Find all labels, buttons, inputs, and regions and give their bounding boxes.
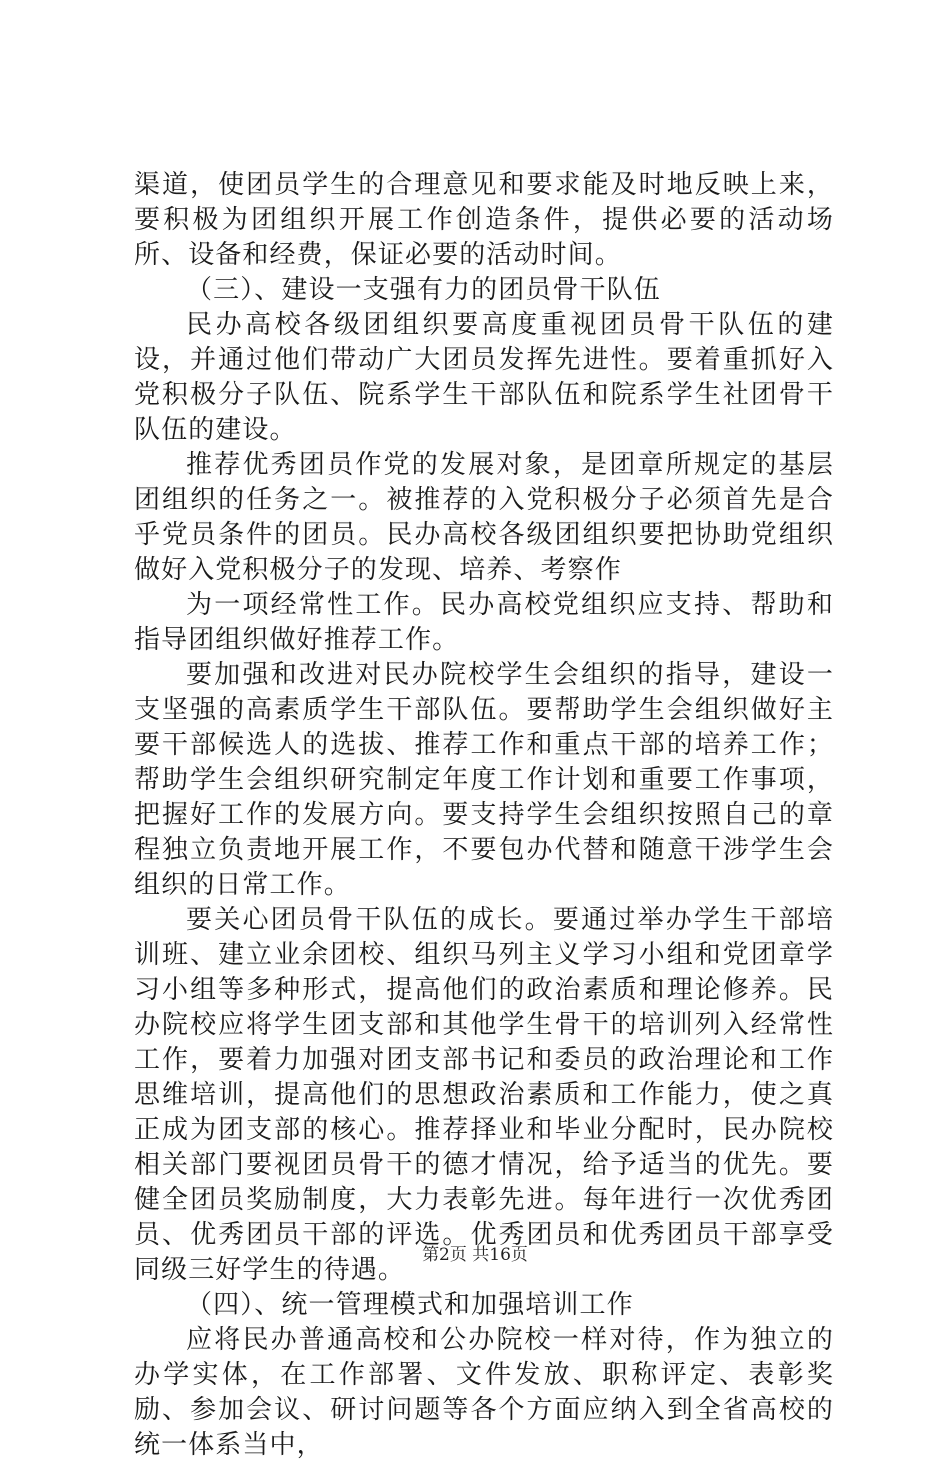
paragraph: 为一项经常性工作。民办高校党组织应支持、帮助和指导团组织做好推荐工作。 bbox=[134, 590, 834, 655]
paragraph: 要加强和改进对民办院校学生会组织的指导，建设一支坚强的高素质学生干部队伍。要帮助学生会组织做好主要干部候选人的选拔、推荐工作和重点干部的培养工作；帮助学生会组织研究制定年度工作计划和重要工作事项，把握好工作的发展方向。要支持学生会组织按照自己的章程独立负责地开展工作，不要包办代替和随意干涉学生会组织的日常工作。 bbox=[134, 660, 834, 900]
paragraph: 民办高校各级团组织要高度重视团员骨干队伍的建设，并通过他们带动广大团员发挥先进性。要着重抓好入党积极分子队伍、院系学生干部队伍和院系学生社团骨干队伍的建设。 bbox=[134, 310, 834, 445]
document-body bbox=[134, 168, 834, 1463]
paragraph: 应将民办普通高校和公办院校一样对待，作为独立的办学实体，在工作部署、文件发放、职称评定、表彰奖励、参加会议、研讨问题等各个方面应纳入到全省高校的统一体系当中， bbox=[134, 1325, 834, 1460]
paragraph: 要关心团员骨干队伍的成长。要通过举办学生干部培训班、建立业余团校、组织马列主义学习小组和党团章学习小组等多种形式，提高他们的政治素质和理论修养。民办院校应将学生团支部和其他学生骨干的培训列入经常性工作，要着力加强对团支部书记和委员的政治理论和工作思维培训，提高他们的思想政治素质和工作能力，使之真正成为团支部的核心。推荐择业和毕业分配时，民办院校相关部门要视团员骨干的德才情况，给予适当的优先。要健全团员奖励制度，大力表彰先进。每年进行一次优秀团员、优秀团员干部的评选。优秀团员和优秀团员干部享受同级三好学生的待遇。 bbox=[134, 905, 834, 1285]
section-heading: （三）、建设一支强有力的团员骨干队伍 bbox=[186, 275, 661, 305]
paragraph: 渠道，使团员学生的合理意见和要求能及时地反映上来，要积极为团组织开展工作创造条件，提供必要的活动场所、设备和经费，保证必要的活动时间。 bbox=[134, 170, 834, 270]
page-footer: 第2页 共16页 bbox=[422, 1245, 528, 1265]
section-heading: （四）、统一管理模式和加强培训工作 bbox=[186, 1290, 634, 1320]
paragraph: 推荐优秀团员作党的发展对象，是团章所规定的基层团组织的任务之一。被推荐的入党积极分子必须首先是合乎党员条件的团员。民办高校各级团组织要把协助党组织做好入党积极分子的发现、培养、考察作 bbox=[134, 450, 834, 585]
